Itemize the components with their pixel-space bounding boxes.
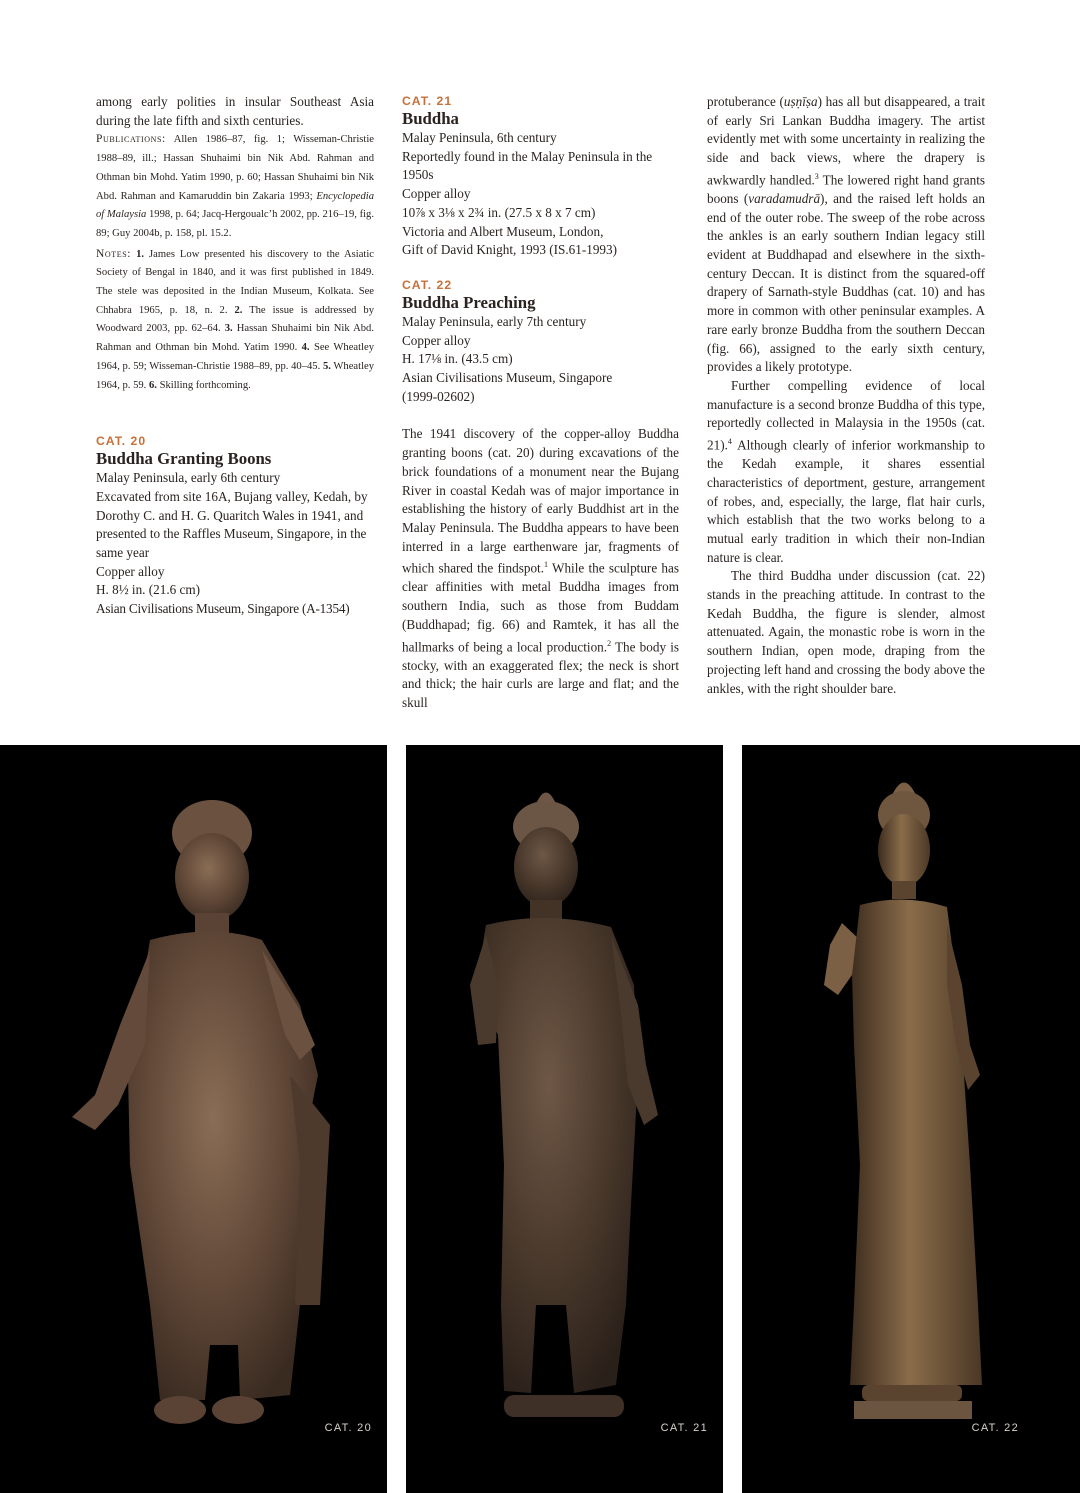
plate-cat22: [742, 745, 1080, 1493]
footnote-ref: 4: [727, 437, 732, 447]
note-text: Skilling forthcoming.: [156, 379, 251, 391]
cat-detail: Victoria and Albert Museum, London,: [402, 223, 604, 239]
body-paragraph: The third Buddha under discussion (cat. 22) stands in the preaching attitude. In contrast to the Kedah Buddha, the figure is slender, almost attenuated. Again, the monastic robe is worn in the southern Indian, open mode, draping from the projecting left hand and crossing the body above the ankles, with the right shoulder bare.: [707, 568, 985, 696]
body-text: While the sculpture has clear affinities with metal Buddha images from southern India, such as those from Buddam (Buddhapad; fig. 66) and Ramtek, it has all the hallmarks of being a local production.: [402, 560, 680, 654]
buddha-statue-image: [406, 745, 723, 1493]
cat20-entry: [96, 433, 374, 619]
publications-italic: Encyclopedia of Malaysia: [96, 190, 374, 221]
body-text: The lowered right hand grants boons (: [707, 172, 985, 206]
plate-caption: CAT. 21: [660, 1422, 708, 1434]
cat-title: Buddha Granting Boons: [96, 449, 272, 469]
plate-caption: CAT. 22: [971, 1422, 1019, 1434]
body-text: Further compelling evidence of local manufacture is a second bronze Buddha of this type, reportedly collected in Malaysia in the 1950s (cat. 21).: [707, 377, 985, 453]
column-right: [707, 93, 985, 698]
publications-label: Publications:: [96, 133, 166, 146]
note-number: 5.: [322, 360, 331, 372]
cat-label: CAT. 20: [96, 434, 147, 449]
buddha-statue-image: [0, 745, 387, 1493]
cat22-entry: [402, 277, 679, 407]
note-text: James Low presented his discovery to the Asiatic Society of Bengal in 1840, and it was first published in 1849. The stele was deposited in the Indian Museum, Kolkata. See Chhabra 1965, p. 18, n. 2.: [96, 248, 374, 316]
column-middle: [402, 93, 679, 713]
publications-text: Allen 1986–87, fig. 1; Wisseman-Christie 1988–89, ill.; Hassan Shuhaimi bin Nik Abd. Rahman and Othman bin Mohd. Yatim 1990, p. 60; Hassan Shuhaimi bin Nik Abd. Rahman and Kamaruddin bin Zakaria 1993;: [96, 134, 374, 202]
plate-cat21: [406, 745, 723, 1493]
cat-detail: H. 8½ in. (21.6 cm): [96, 582, 201, 598]
cat-title: Buddha Preaching: [402, 292, 536, 312]
note-number: 6.: [148, 379, 157, 391]
body-text: The body is stocky, with an exaggerated flex; the neck is short and thick; the hair curls are large and flat; and the skull: [402, 638, 680, 711]
cat-detail: Malay Peninsula, early 6th century: [96, 470, 281, 486]
note-text: See Wheatley 1964, p. 59; Wisseman-Christie 1988–89, pp. 40–45.: [96, 342, 374, 372]
body-text: ) has all but disappeared, a trait of early Sri Lankan Buddha imagery. The artist evidently met with some uncertainty in realizing the side and back views, where the drapery is awkwardly handled.: [707, 94, 985, 188]
note-text: Wheatley 1964, p. 59.: [96, 360, 375, 391]
notes: [96, 245, 374, 396]
cat-detail: Copper alloy: [96, 563, 165, 579]
cat-detail: Copper alloy: [402, 332, 471, 348]
cat-detail: 10⅞ x 3⅛ x 2¾ in. (27.5 x 8 x 7 cm): [402, 204, 596, 220]
footnote-ref: 1: [544, 560, 549, 570]
cat-detail: Gift of David Knight, 1993 (IS.61-1993): [402, 242, 618, 258]
cat21-entry: [402, 93, 679, 260]
buddha-statue-image: [742, 745, 1080, 1493]
publications-text-2: 1998, p. 64; Jacq-Hergoualc’h 2002, pp. 216–19, fig. 89; Guy 2004b, p. 158, pl. 15.2.: [96, 209, 374, 239]
cat-detail: H. 17⅛ in. (43.5 cm): [402, 351, 513, 367]
body-text: ), and the raised left holds an end of the outer robe. The sweep of the robe across the ankles is an early southern Indian legacy still evident at Buddhapad and elsewhere in the sixth-century Deccan. It is distinct from the squared-off drapery of Sarnath-style Buddhas (cat. 10) and has more in common with other peninsular examples. A rare early bronze Buddha from the southern Deccan (fig. 66), assigned to the early sixth century, provides a likely prototype.: [707, 190, 985, 375]
cat-detail: Excavated from site 16A, Bujang valley, Kedah, by Dorothy C. and H. G. Quaritch Wales in 1941, and presented to the Raffles Museum, Singapore, in the same year: [96, 488, 368, 561]
body-paragraph: [707, 377, 985, 567]
italic-term: uṣṇīṣa: [783, 94, 818, 109]
column-left: [96, 93, 374, 619]
intro-paragraph: among early polities in insular Southeast Asia during the late fifth and sixth centuries.: [96, 94, 374, 128]
footnote-ref: 3: [814, 171, 819, 181]
italic-term: varadamudrā: [748, 190, 821, 206]
cat-title: Buddha: [402, 109, 459, 128]
plate-cat20: [0, 745, 387, 1493]
note-number: 4.: [301, 342, 310, 354]
footnote-ref: 2: [607, 638, 612, 648]
cat-detail: Asian Civilisations Museum, Singapore: [402, 370, 613, 386]
body-text: The 1941 discovery of the copper-alloy Buddha granting boons (cat. 20) during excavations of the brick foundations of a monument near the Bujang River in coastal Kedah was of major importance in establishing the history of early Buddhist art in the Malay Peninsula. The Buddha appears to have been interred in a large earthenware jar, fragments of which shared the findspot.: [402, 426, 679, 576]
cat-detail: Asian Civilisations Museum, Singapore (A-1354): [96, 601, 350, 617]
body-paragraph: [707, 93, 985, 377]
cat-detail: Malay Peninsula, 6th century: [402, 130, 557, 145]
cat-detail: Malay Peninsula, early 7th century: [402, 313, 587, 329]
note-number: 1.: [136, 248, 145, 260]
cat-detail: (1999-02602): [402, 388, 475, 404]
cat-label: CAT. 22: [402, 277, 453, 292]
body-text: Although clearly of inferior workmanship to the Kedah example, it shares essential characteristics of deportment, gesture, arrangement of robes, and, especially, the large, flat hair curls, which establish that the two works belong to a mutual early tradition in which their non-Indian nature is clear.: [707, 437, 985, 565]
notes-label: Notes:: [96, 247, 132, 260]
note-number: 3.: [224, 323, 233, 335]
note-text: Hassan Shuhaimi bin Nik Abd. Rahman and Othman bin Mohd. Yatim 1990.: [96, 323, 374, 354]
body-paragraph: [402, 425, 679, 712]
body-text: protuberance (: [707, 94, 784, 109]
cat-label: CAT. 21: [402, 94, 453, 108]
publications: [96, 130, 374, 243]
photo-plates: [0, 745, 1080, 1493]
cat-detail: Copper alloy: [402, 186, 471, 202]
plate-caption: CAT. 20: [324, 1422, 372, 1434]
note-number: 2.: [234, 304, 243, 316]
cat-detail: Reportedly found in the Malay Peninsula in the 1950s: [402, 148, 653, 183]
note-text: The issue is addressed by Woodward 2003, pp. 62–64.: [96, 304, 374, 335]
